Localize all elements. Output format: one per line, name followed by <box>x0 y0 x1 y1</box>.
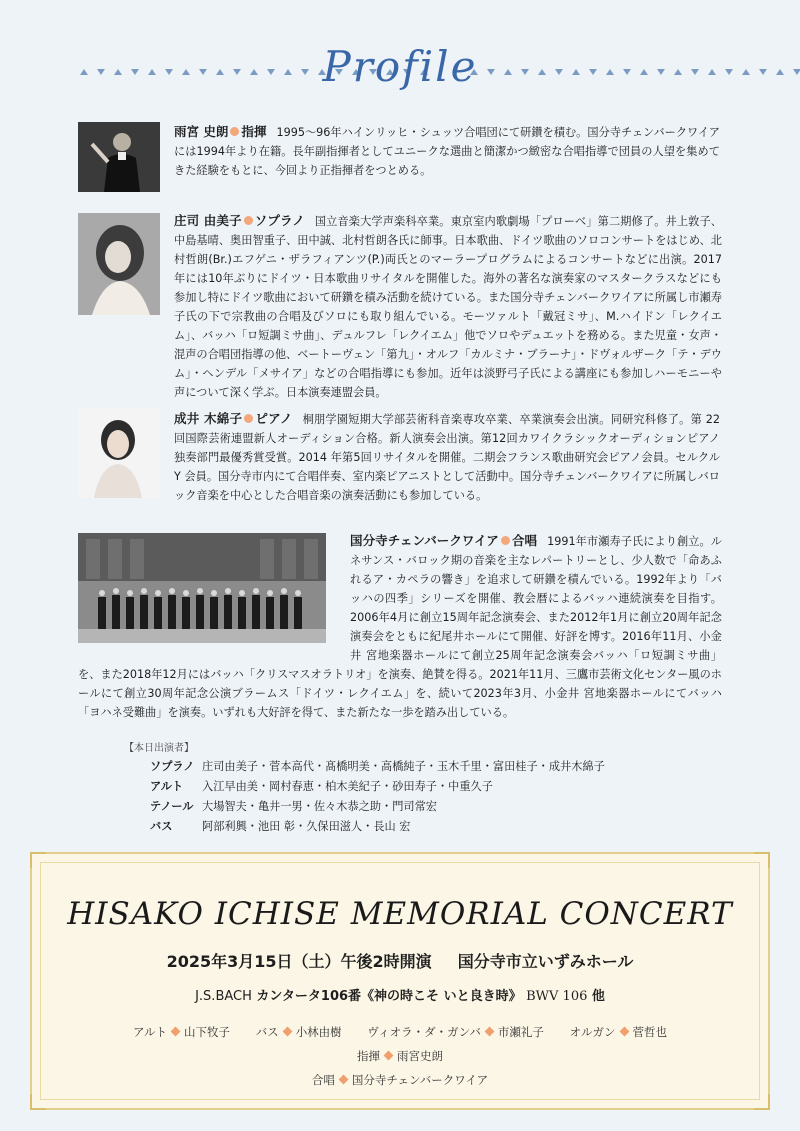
frame-corner-ornament <box>30 1094 46 1110</box>
concert-date: 2025年3月15日（土）午後2時開演 <box>166 952 432 971</box>
profile-text: 1995～96年ハインリッヒ・シュッツ合唱団にて研鑽を積む。国分寺チェンバークワイアには1994年より在籍。長年副指揮者としてユニークな選曲と簡潔かつ緻密な合唱指導で団員の人望を集めてきた経験をもとに、今回より正指揮者をつとめる。 <box>174 126 720 177</box>
bullet-dot-icon <box>244 216 253 225</box>
page-title: Profile <box>322 42 478 91</box>
concert-venue: 国分寺市立いずみホール <box>457 952 634 971</box>
performer-names: 大場智夫・亀井一男・佐々木恭之助・門司常宏 <box>202 800 437 813</box>
soloist-name: 菅哲也 <box>632 1025 668 1039</box>
profile-name: 雨宮 史朗 <box>174 124 229 139</box>
concert-title: HISAKO ICHISE MEMORIAL CONCERT <box>67 896 733 932</box>
choir-line <box>32 1072 768 1088</box>
performer-part: ソプラノ <box>150 760 195 773</box>
profile-text: 1991年市瀬寿子氏により創立。ルネサンス・バロック期の音楽を主なレパートリーとし、少人数で「命あふれるア・カペラの響き」を追求して研鑽を積んでいる。1992年より「バッハの四季」シリーズを開催、教会暦によるバッハ連続演奏を目指す。2006年4月に創立15周年記念演奏会、また2012年1月に創立20周年記念演奏会をともに紀尾井ホールにて開催、好評を博す。2016年11月、小金井 宮地楽器ホールにて創立25周年記念演奏会バッハ「ロ短調ミサ曲」を、また2018年12月にはバッハ「クリスマスオラトリオ」を演奏、絶賛を得る。2021年11月、三鷹市芸術文化センター風のホールにて創立30周年記念公演ブラームス「ドイツ・レクイエム」を、続いて2023年3月、小金井 宮地楽器ホールにてバッハ「ヨハネ受難曲」を演奏。いずれも大好評を得て、また新たな一歩を踏み出している。 <box>78 535 722 719</box>
diamond-icon <box>619 1027 629 1037</box>
performer-part: アルト <box>150 780 184 793</box>
diamond-icon <box>484 1027 494 1037</box>
diamond-icon <box>384 1051 394 1061</box>
profile-text: 国立音楽大学声楽科卒業。東京室内歌劇場「プローベ」第二期修了。井上敦子、中島基晴、奥田智重子、田中誠、北村哲朗各氏に師事。日本歌曲、ドイツ歌曲のソロコンサートをはじめ、北村哲朗(Br.)エフゲニ・ザラフィアンツ(P.)両氏とのマーラープログラムによるコンサートなどに出演。2017 年には10年ぶりにドイツ・日本歌曲リサイタルを開催した。海外の著名な演奏家のマスタークラスなどにも参加し特にドイツ歌曲において研鑽を積み活動を続けている。また国分寺チェンバークワイアに所属し市瀬寿子氏の下で宗教曲の合唱及びソロにも取り組んでいる。モーツァルト「戴冠ミサ」、M.ハイドン「レクイエム」、バッハ「ロ短調ミサ曲」、デュルフレ「レクイエム」他でソロやデュエットを務める。また児童・女声・混声の合唱団指導の他、ベートーヴェン「第九」・オルフ「カルミナ・ブラーナ」・ドヴォルザーク「テ・デウム」・ヘンデル「メサイア」などの合唱指導にも参加。近年は淡野弓子氏による講座にも参加しハーモニーや声について深く学ぶ。日本演奏連盟会員。 <box>174 215 722 399</box>
frame-corner-ornament <box>754 1094 770 1110</box>
piece-composer: J.S.BACH <box>195 989 252 1004</box>
conductor-line <box>32 1048 768 1064</box>
diamond-icon <box>338 1075 348 1085</box>
soloist-part: バス <box>255 1025 279 1039</box>
conductor-photo <box>78 122 160 192</box>
choir-name: 国分寺チェンバークワイア <box>351 1073 489 1087</box>
soloist-name: 市瀬礼子 <box>497 1025 544 1039</box>
performer-names: 庄司由美子・菅本高代・髙橋明美・高橋純子・玉木千里・富田桂子・成井木綿子 <box>202 760 605 773</box>
conductor-part: 指揮 <box>357 1049 380 1063</box>
performer-part: テノール <box>150 800 194 813</box>
soloist-part: ヴィオラ・ダ・ガンバ <box>367 1025 481 1039</box>
profile-role: ピアノ <box>255 411 293 426</box>
piece-etc: 他 <box>591 989 605 1004</box>
header-ornament-right <box>470 62 800 82</box>
performer-row <box>150 778 493 794</box>
profile-pianist <box>174 409 720 505</box>
profile-role: 合唱 <box>511 533 538 548</box>
concert-date-venue <box>32 949 768 972</box>
soloist-name: 小林由樹 <box>295 1025 342 1039</box>
soloist-part: アルト <box>132 1025 168 1039</box>
frame-corner-ornament <box>30 852 46 868</box>
diamond-icon <box>171 1027 181 1037</box>
frame-corner-ornament <box>754 852 770 868</box>
performer-row <box>150 818 411 834</box>
choir-photo-float <box>78 531 350 647</box>
choir-part: 合唱 <box>311 1073 335 1087</box>
profile-conductor <box>174 122 720 180</box>
performer-part: バス <box>150 820 173 833</box>
profile-text: 桐朋学園短期大学部芸術科音楽専攻卒業、卒業演奏会出演。同研究科修了。第 22 回国際芸術連盟新人オーディション合格。新人演奏会出演。第12回カワイクラシックオーディションピアノ独奏部門最優秀賞受賞。2014 年第5回リサイタルを開催。二期会フランス歌曲研究会ピアノ会員。セルクル Y 会員。国分寺市内にて合唱伴奏、室内楽ピアニストとして活動中。国分寺チェンバークワイアに所属しバロック音楽を中心とした合唱音楽の演奏活動にも参加している。 <box>174 413 720 502</box>
concert-piece <box>32 985 768 1004</box>
profile-name: 成井 木綿子 <box>174 411 243 426</box>
piece-title: カンタータ106番《神の時こそ いと良き時》 <box>256 989 522 1004</box>
profile-soprano-body <box>78 211 722 402</box>
bullet-dot-icon <box>244 414 253 423</box>
diamond-icon <box>282 1027 292 1037</box>
soloist-name: 山下牧子 <box>184 1025 231 1039</box>
profile-role: 指揮 <box>241 124 267 139</box>
profile-name: 庄司 由美子 <box>174 213 242 228</box>
soloists-line <box>32 1024 768 1040</box>
profile-name: 国分寺チェンバークワイア <box>350 533 499 548</box>
performers-title: 【本日出演者】 <box>124 743 194 754</box>
piece-bwv: BWV 106 <box>526 989 588 1004</box>
soloist-part: オルガン <box>569 1025 616 1039</box>
pianist-photo <box>78 408 160 498</box>
profile-choir-text <box>78 531 722 722</box>
conductor-name: 雨宮史朗 <box>397 1049 443 1063</box>
performer-row <box>150 798 437 814</box>
concert-info-box <box>30 852 770 1110</box>
profile-soprano <box>78 211 722 402</box>
performer-names: 阿部利興・池田 彰・久保田滋人・長山 宏 <box>202 820 411 833</box>
performer-row <box>150 758 605 774</box>
profile-role: ソプラノ <box>254 213 305 228</box>
bullet-dot-icon <box>230 127 239 136</box>
bullet-dot-icon <box>501 536 510 545</box>
performer-names: 入江早由美・岡村春恵・柏木美紀子・砂田寿子・中重久子 <box>202 780 493 793</box>
